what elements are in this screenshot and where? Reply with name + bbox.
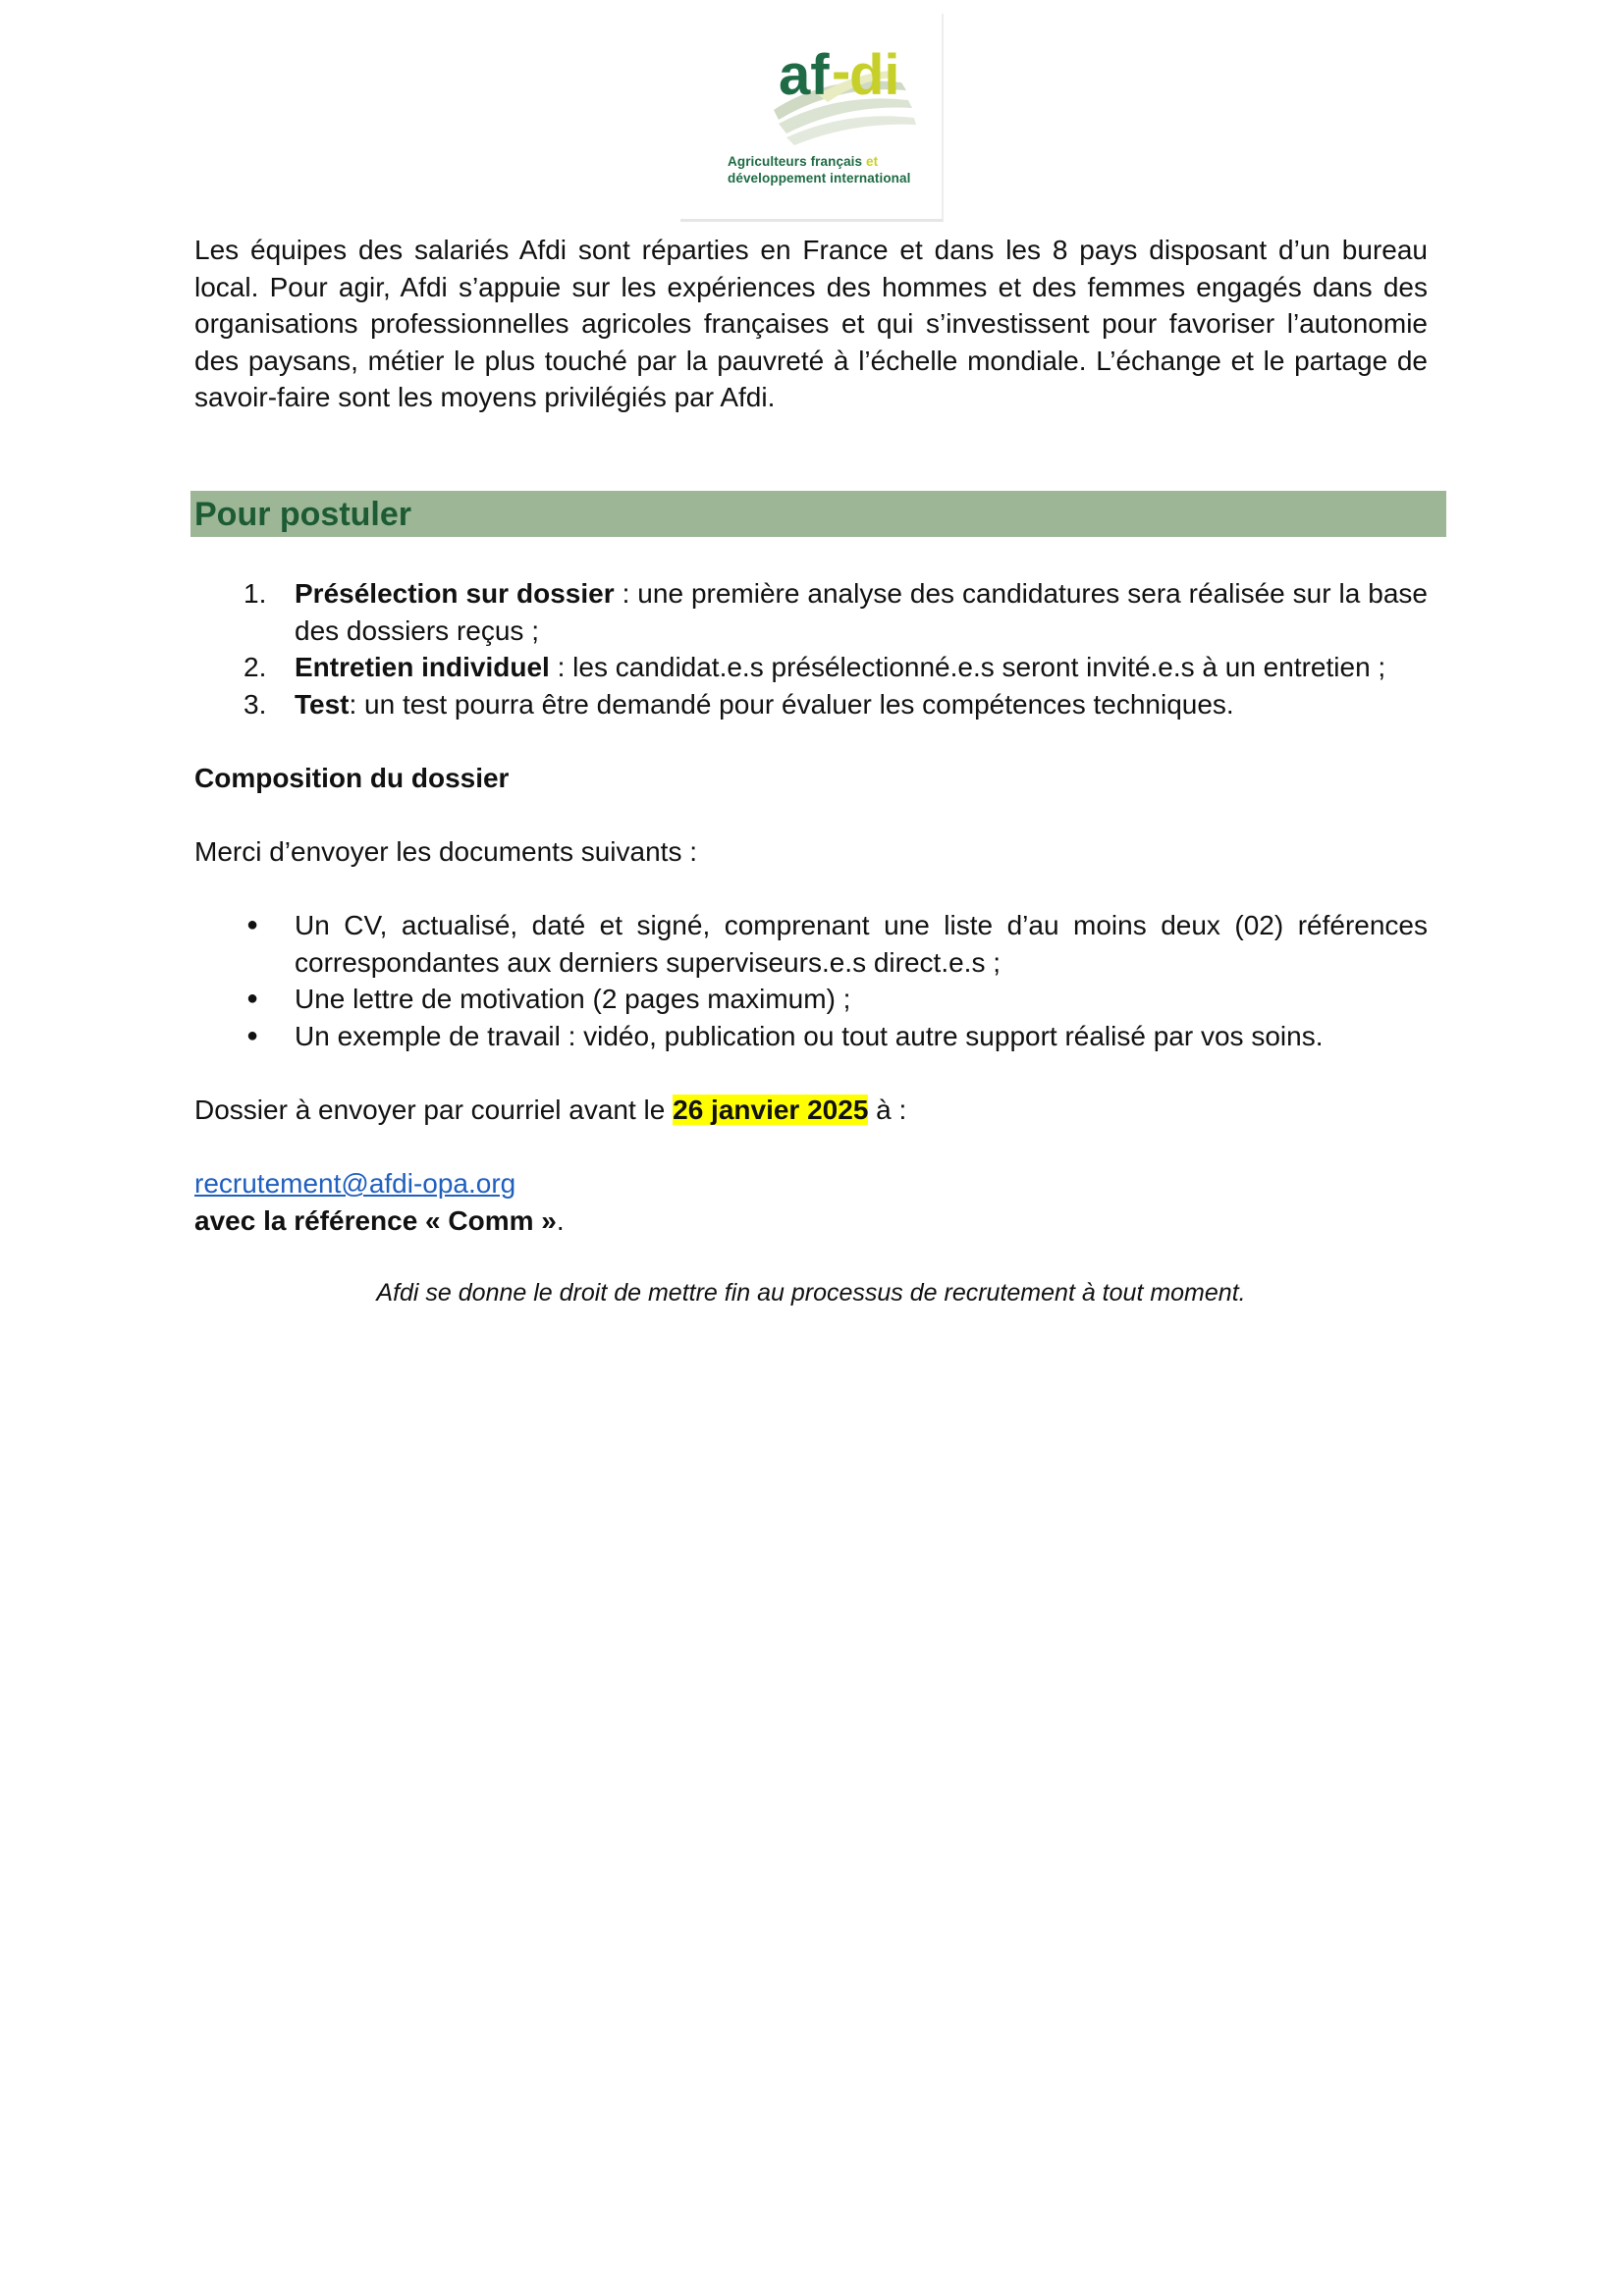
list-item [194,649,1428,686]
logo-caption-main: Agriculteurs français [728,154,863,169]
bullet-text: Un CV, actualisé, daté et signé, comprenant une liste d’au moins deux (02) références correspondantes aux derniers superviseurs.e.s direct.e.s ; [295,910,1428,978]
reference-text: avec la référence « Comm » [194,1205,557,1236]
step-text: : un test pourra être demandé pour évaluer les compétences techniques. [349,688,1234,720]
step-label: Présélection sur dossier [295,578,615,609]
recruitment-email-link[interactable]: recrutement@afdi-opa.org [194,1168,516,1199]
list-item [194,686,1428,723]
disclaimer-note: Afdi se donne le droit de mettre fin au processus de recrutement à tout moment. [376,1279,1246,1307]
logo-caption-line1 [728,153,924,170]
step-number: 3. [244,688,267,720]
deadline-prefix: Dossier à envoyer par courriel avant le [194,1095,674,1125]
list-item [194,1018,1428,1055]
step-label: Entretien individuel [295,652,550,683]
dossier-intro: Merci d’envoyer les documents suivants : [194,836,697,867]
bullet-text: Un exemple de travail : vidéo, publication ou tout autre support réalisé par vos soins. [295,1020,1324,1051]
reference-suffix: . [556,1205,565,1236]
bullet-icon: ● [246,914,259,935]
step-label: Test [295,688,350,720]
bullet-icon: ● [246,1024,259,1046]
dossier-heading: Composition du dossier [194,763,510,793]
step-number: 1. [244,578,267,609]
deadline-suffix: à : [868,1095,907,1125]
step-number: 2. [244,652,267,683]
bullet-icon: ● [246,988,259,1010]
bullet-text: Une lettre de motivation (2 pages maximum) ; [295,984,851,1015]
intro-paragraph: Les équipes des salariés Afdi sont réparties en France et dans les 8 pays disposant d’un bureau local. Pour agir, Afdi s’appuie sur les expériences des hommes et des femmes engagés dans des organisations professionnelles agricoles françaises et qui s’investissent pour favoriser l’autonomie des paysans, métier le plus touché par la pauvreté à l’échelle mondiale. L’échange et le partage de savoir-faire sont les moyens privilégiés par Afdi. [194,235,1428,413]
logo-caption-accent: et [866,154,879,169]
logo-graphic-icon [680,14,944,222]
afdi-logo [680,14,944,222]
section-title: Pour postuler [194,496,412,533]
reference-line [194,1202,565,1240]
logo-wordmark-af: af [779,43,830,107]
logo-wordmark-dash: - [832,39,851,103]
step-text: : les candidat.e.s présélectionné.e.s seront invité.e.s à un entretien ; [549,652,1386,683]
list-item [194,575,1428,649]
section-heading-bar [190,491,1446,537]
list-item [194,907,1428,981]
application-steps-list [194,575,1428,722]
list-item [194,981,1428,1018]
logo-wordmark-di: di [849,43,900,107]
dossier-documents-list [194,907,1428,1054]
logo-caption-line2: développement international [728,171,911,186]
step-text: : une première analyse des candidatures sera réalisée sur la base des dossiers reçus ; [295,578,1428,646]
deadline-line [194,1092,906,1129]
deadline-date: 26 janvier 2025 [673,1095,869,1125]
